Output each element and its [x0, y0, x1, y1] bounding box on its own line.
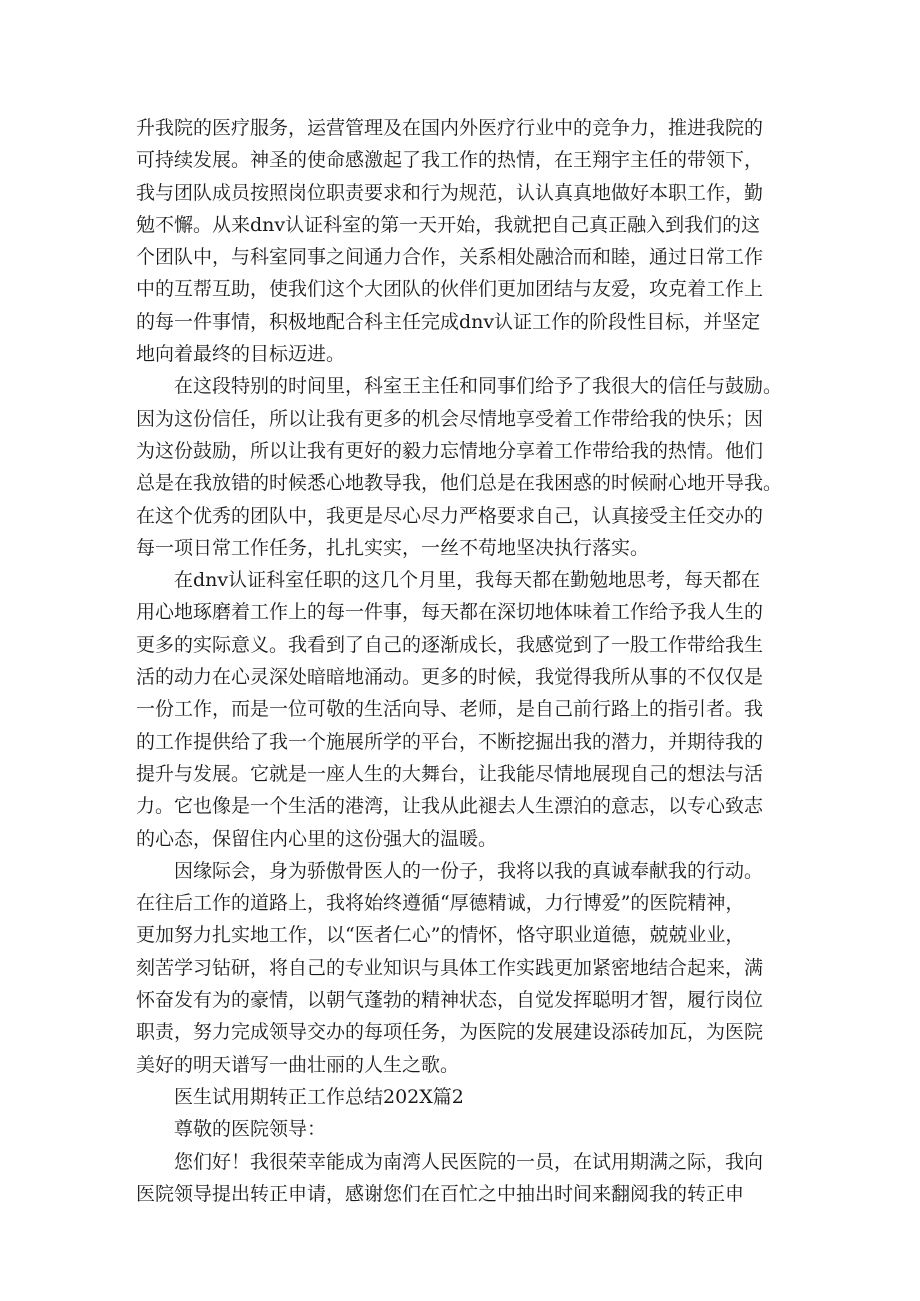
- text-line: 怀奋发有为的豪情，以朝气蓬勃的精神状态，自觉发挥聪明才智，履行岗位: [136, 989, 764, 1012]
- text-line: 力。它也像是一个生活的港湾，让我从此褪去人生漂泊的意志，以专心致志: [136, 795, 764, 818]
- document-body: [136, 112, 812, 1210]
- text-line: 医院领导提出转正申请，感谢您们在百忙之中抽出时间来翻阅我的转正申: [136, 1182, 745, 1205]
- text-line: 个团队中，与科室同事之间通力合作，关系相处融洽而和睦，通过日常工作: [136, 246, 764, 269]
- text-line: 用心地琢磨着工作上的每一件事，每天都在深切地体味着工作给予我人生的: [136, 601, 764, 624]
- text-line: 地向着最终的目标迈进。: [136, 343, 346, 366]
- text-line: 在往后工作的道路上，我将始终遵循“厚德精诚，力行博爱”的医院精神，: [136, 892, 745, 915]
- paragraph-first-line: 在dnv认证科室任职的这几个月里，我每天都在勤勉地思考，每天都在: [174, 569, 761, 592]
- text-line: 总是在我放错的时候悉心地教导我，他们总是在我困惑的时候耐心地开导我。: [136, 472, 783, 495]
- text-line: 的每一件事情，积极地配合科主任完成dnv认证工作的阶段性目标，并坚定: [136, 310, 761, 333]
- paragraph-first-line: 尊敬的医院领导：: [174, 1118, 327, 1141]
- text-line: 活的动力在心灵深处暗暗地涌动。更多的时候，我觉得我所从事的不仅仅是: [136, 666, 764, 689]
- text-line: 我与团队成员按照岗位职责要求和行为规范，认认真真地做好本职工作，勤: [136, 181, 764, 204]
- text-line: 更加努力扎实地工作，以“医者仁心”的情怀，恪守职业道德，兢兢业业，: [136, 924, 745, 947]
- text-line: 中的互帮互助，使我们这个大团队的伙伴们更加团结与友爱，攻克着工作上: [136, 278, 764, 301]
- text-line: 一份工作，而是一位可敬的生活向导、老师，是自己前行路上的指引者。我: [136, 698, 764, 721]
- text-line: 每一项日常工作任务，扎扎实实，一丝不苟地坚决执行落实。: [136, 536, 650, 559]
- paragraph-first-line: 在这段特别的时间里，科室王主任和同事们给予了我很大的信任与鼓励。: [174, 375, 783, 398]
- text-line: 因为这份信任，所以让我有更多的机会尽情地享受着工作带给我的快乐；因: [136, 407, 764, 430]
- text-line: 升我院的医疗服务，运营管理及在国内外医疗行业中的竞争力，推进我院的: [136, 117, 764, 139]
- text-line: 的工作提供给了我一个施展所学的平台，不断挖掘出我的潜力，并期待我的: [136, 730, 764, 753]
- text-line: 在这个优秀的团队中，我更是尽心尽力严格要求自己，认真接受主任交办的: [136, 504, 764, 527]
- text-line: 可持续发展。神圣的使命感激起了我工作的热情，在王翔宇主任的带领下，: [136, 149, 764, 172]
- text-line: 为这份鼓励，所以让我有更好的毅力忘情地分享着工作带给我的热情。他们: [136, 439, 764, 462]
- paragraph-first-line: 您们好！我很荣幸能成为南湾人民医院的一员，在试用期满之际，我向: [174, 1150, 764, 1173]
- paragraph-first-line: 医生试用期转正工作总结202X篇2: [174, 1085, 464, 1108]
- text-line: 的心态，保留住内心里的这份强大的温暖。: [136, 827, 498, 850]
- paragraph-first-line: 因缘际会，身为骄傲骨医人的一份子，我将以我的真诚奉献我的行动。: [174, 859, 764, 882]
- text-line: 勉不懈。从来dnv认证科室的第一天开始，我就把自己真正融入到我们的这: [136, 213, 761, 236]
- text-line: 刻苦学习钻研，将自己的专业知识与具体工作实践更加紧密地结合起来，满: [136, 956, 764, 979]
- text-line: 提升与发展。它就是一座人生的大舞台，让我能尽情地展现自己的想法与活: [136, 762, 764, 785]
- text-line: 美好的明天谱写一曲壮丽的人生之歌。: [136, 1053, 460, 1076]
- text-line: 职责，努力完成领导交办的每项任务，为医院的发展建设添砖加瓦，为医院: [136, 1021, 764, 1044]
- text-line: 更多的实际意义。我看到了自己的逐渐成长，我感觉到了一股工作带给我生: [136, 633, 764, 656]
